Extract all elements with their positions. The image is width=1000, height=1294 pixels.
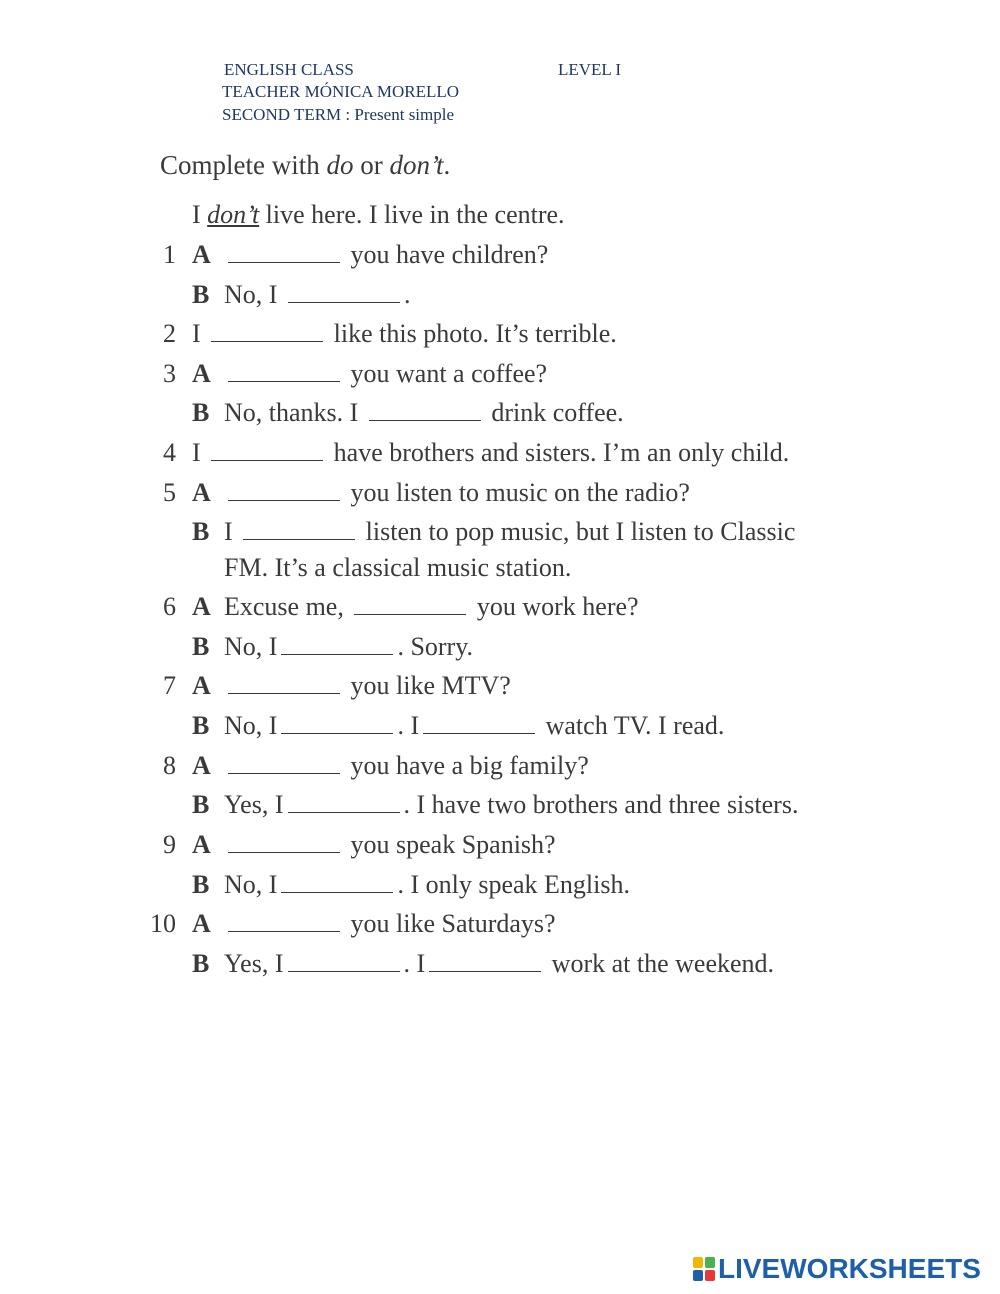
answer-blank[interactable] bbox=[228, 671, 340, 694]
line-text: Excuse me, you work here? bbox=[224, 592, 639, 621]
speaker-label: A bbox=[192, 751, 211, 780]
speaker-label: A bbox=[192, 359, 211, 388]
term-label: SECOND TERM : Present simple bbox=[222, 105, 455, 124]
answer-blank[interactable] bbox=[288, 280, 400, 303]
exercise-row bbox=[0, 870, 1000, 910]
answer-blank[interactable] bbox=[423, 711, 535, 734]
line-text: I listen to pop music, but I listen to Classic bbox=[224, 517, 796, 546]
answer-blank[interactable] bbox=[281, 632, 393, 655]
answer-blank[interactable] bbox=[429, 949, 541, 972]
exercise-row bbox=[0, 359, 1000, 399]
line-text: No, I . I watch TV. I read. bbox=[224, 711, 725, 740]
item-number: 2 bbox=[163, 319, 176, 348]
exercise-row bbox=[0, 830, 1000, 870]
line-text: I have brothers and sisters. I’m an only child. bbox=[192, 438, 790, 467]
speaker-label: B bbox=[192, 949, 210, 978]
exercise-row bbox=[0, 671, 1000, 711]
exercise-row bbox=[0, 240, 1000, 280]
exercise-row bbox=[0, 711, 1000, 751]
level-label: LEVEL I bbox=[558, 60, 622, 79]
line-text: you speak Spanish? bbox=[224, 830, 556, 860]
item-number: 10 bbox=[150, 909, 176, 938]
line-text: you want a coffee? bbox=[224, 359, 547, 389]
example-text: I don’t live here. I live in the centre. bbox=[192, 200, 565, 229]
answer-blank[interactable] bbox=[228, 478, 340, 501]
answer-blank[interactable] bbox=[211, 319, 323, 342]
speaker-label: A bbox=[192, 240, 211, 269]
answer-blank[interactable] bbox=[228, 359, 340, 382]
line-text: I like this photo. It’s terrible. bbox=[192, 319, 617, 348]
exercise-row bbox=[0, 280, 1000, 320]
speaker-label: A bbox=[192, 478, 211, 507]
item-number: 7 bbox=[163, 671, 176, 700]
line-text: No, I . I only speak English. bbox=[224, 870, 630, 899]
line-text: Yes, I . I work at the weekend. bbox=[224, 949, 775, 978]
exercise-row bbox=[0, 398, 1000, 438]
answer-blank[interactable] bbox=[288, 949, 400, 972]
speaker-label: A bbox=[192, 909, 211, 938]
liveworksheets-logo[interactable] bbox=[693, 1254, 981, 1284]
speaker-label: A bbox=[192, 592, 211, 621]
exercise-row bbox=[0, 751, 1000, 791]
line-text: No, thanks. I drink coffee. bbox=[224, 398, 624, 427]
line-text: Yes, I . I have two brothers and three sisters. bbox=[224, 790, 799, 819]
line-text: No, I . bbox=[224, 280, 411, 309]
example-row bbox=[0, 200, 1000, 240]
item-number: 3 bbox=[163, 359, 176, 388]
speaker-label: B bbox=[192, 632, 210, 661]
answer-blank[interactable] bbox=[369, 398, 481, 421]
answer-blank[interactable] bbox=[281, 711, 393, 734]
exercise-row bbox=[0, 319, 1000, 359]
line-text: you like MTV? bbox=[224, 671, 511, 701]
answer-blank[interactable] bbox=[281, 870, 393, 893]
exercise-row bbox=[0, 478, 1000, 518]
item-number: 6 bbox=[163, 592, 176, 621]
speaker-label: B bbox=[192, 398, 210, 427]
exercise-instruction: Complete with do or don’t. bbox=[160, 150, 451, 180]
answer-blank[interactable] bbox=[228, 830, 340, 853]
exercise-row bbox=[0, 790, 1000, 830]
class-label: ENGLISH CLASS bbox=[224, 60, 354, 79]
line-text: FM. It’s a classical music station. bbox=[224, 553, 572, 582]
logo-tiles-icon bbox=[693, 1257, 715, 1281]
item-number: 4 bbox=[163, 438, 176, 467]
item-number: 8 bbox=[163, 751, 176, 780]
speaker-label: A bbox=[192, 671, 211, 700]
line-text: you like Saturdays? bbox=[224, 909, 556, 939]
exercise-row bbox=[0, 632, 1000, 672]
exercise-row bbox=[0, 949, 1000, 989]
exercise-row bbox=[0, 438, 1000, 478]
answer-blank[interactable] bbox=[228, 240, 340, 263]
exercise-row bbox=[0, 909, 1000, 949]
speaker-label: B bbox=[192, 280, 210, 309]
exercise-row bbox=[0, 592, 1000, 632]
example-answer: don’t bbox=[207, 200, 260, 229]
item-number: 5 bbox=[163, 478, 176, 507]
speaker-label: B bbox=[192, 517, 210, 546]
answer-blank[interactable] bbox=[228, 751, 340, 774]
item-number: 1 bbox=[163, 240, 176, 269]
answer-blank[interactable] bbox=[211, 438, 323, 461]
answer-blank[interactable] bbox=[228, 909, 340, 932]
exercise-row bbox=[0, 553, 1000, 593]
exercise-row bbox=[0, 517, 1000, 557]
line-text: you have children? bbox=[224, 240, 548, 270]
item-number: 9 bbox=[163, 830, 176, 859]
logo-text: LIVEWORKSHEETS bbox=[718, 1253, 981, 1284]
speaker-label: A bbox=[192, 830, 211, 859]
answer-blank[interactable] bbox=[354, 592, 466, 615]
answer-blank[interactable] bbox=[243, 517, 355, 540]
answer-blank[interactable] bbox=[288, 790, 400, 813]
teacher-label: TEACHER MÓNICA MORELLO bbox=[222, 82, 460, 101]
speaker-label: B bbox=[192, 711, 210, 740]
line-text: you listen to music on the radio? bbox=[224, 478, 690, 508]
speaker-label: B bbox=[192, 790, 210, 819]
line-text: you have a big family? bbox=[224, 751, 589, 781]
line-text: No, I . Sorry. bbox=[224, 632, 474, 661]
speaker-label: B bbox=[192, 870, 210, 899]
